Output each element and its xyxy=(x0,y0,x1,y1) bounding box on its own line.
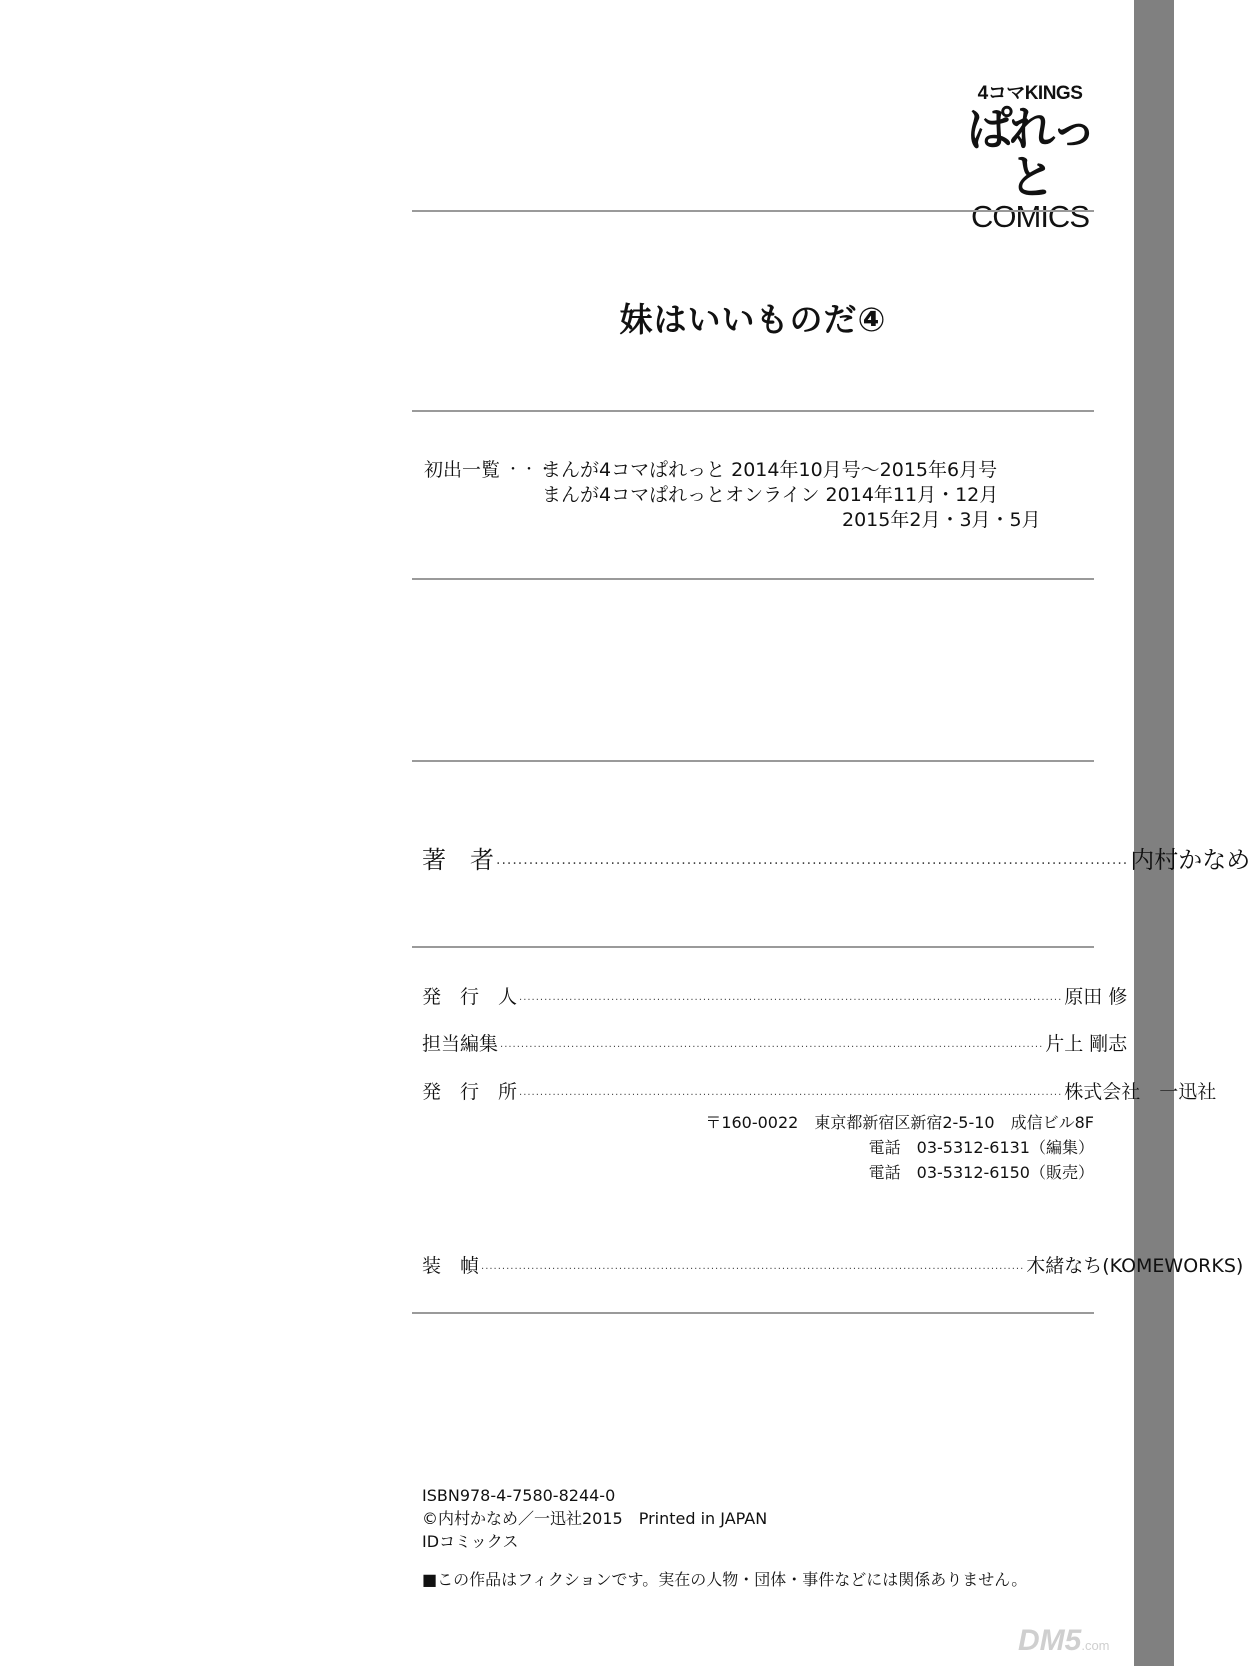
first-appearance-label: 初出一覧 xyxy=(424,459,501,481)
copyright-line: ©内村かなめ／一迅社2015 Printed in JAPAN xyxy=(422,1509,768,1528)
divider xyxy=(412,210,1094,212)
isbn-number: ISBN978-4-7580-8244-0 xyxy=(422,1486,616,1505)
designer-name: 木緒なち(KOMEWORKS) xyxy=(1026,1255,1244,1277)
editor-row xyxy=(422,1029,1128,1056)
company-name: 株式会社 一迅社 xyxy=(1064,1081,1217,1103)
isbn-block xyxy=(422,1484,767,1553)
publisher-label: 発 行 人 xyxy=(422,986,518,1008)
leader-dots: ···················································································································· xyxy=(496,856,1129,872)
watermark-suffix: .com xyxy=(1081,1638,1110,1653)
logo-parette-text: ぱれっと xyxy=(967,102,1093,204)
divider xyxy=(412,760,1094,762)
divider xyxy=(412,410,1094,412)
publisher-name: 原田 修 xyxy=(1064,986,1128,1008)
leader-dots: ·································································································································· xyxy=(481,1264,1025,1275)
leader-dots: ·································································································································· xyxy=(500,1042,1044,1053)
design-label: 装 幀 xyxy=(422,1255,480,1277)
author-label: 著 者 xyxy=(422,846,494,874)
company-row xyxy=(422,1077,1217,1104)
first-appearance-line: 2015年2月・3月・5月 xyxy=(842,509,1041,531)
site-watermark xyxy=(1018,1624,1110,1658)
fiction-disclaimer: ■この作品はフィクションです。実在の人物・団体・事件などには関係ありません。 xyxy=(422,1570,1028,1589)
design-row xyxy=(422,1251,1244,1278)
company-address: 〒160-0022 東京都新宿区新宿2-5-10 成信ビル8F xyxy=(705,1113,1094,1132)
leader-dots: ·································································································································· xyxy=(519,1090,1063,1101)
phone-editorial: 電話 03-5312-6131（編集） xyxy=(868,1138,1094,1157)
watermark-main: DM5 xyxy=(1018,1624,1082,1657)
phone-sales: 電話 03-5312-6150（販売） xyxy=(868,1163,1094,1182)
leader-dots: ·································································································································· xyxy=(519,995,1063,1006)
page-edge-strip xyxy=(1134,0,1174,1666)
editor-label: 担当編集 xyxy=(422,1033,499,1055)
first-appearance-line: まんが4コマぱれっとオンライン 2014年11月・12月 xyxy=(542,484,999,506)
first-appearance-dots: ・・・ xyxy=(506,462,554,478)
editor-name: 片上 剛志 xyxy=(1045,1033,1128,1055)
divider xyxy=(412,578,1094,580)
label-name: IDコミックス xyxy=(422,1532,519,1551)
logo-comics-text: COMICS xyxy=(971,199,1089,234)
publisher-row xyxy=(422,982,1128,1009)
company-label: 発 行 所 xyxy=(422,1081,518,1103)
logo-kings-text: 4コマKINGS xyxy=(977,83,1083,104)
first-appearance-line: まんが4コマぱれっと 2014年10月号～2015年6月号 xyxy=(542,459,998,481)
book-title: 妹はいいものだ④ xyxy=(619,300,887,339)
divider xyxy=(412,1312,1094,1314)
author-row xyxy=(422,840,1250,875)
author-name: 内村かなめ xyxy=(1130,846,1250,874)
divider xyxy=(412,946,1094,948)
